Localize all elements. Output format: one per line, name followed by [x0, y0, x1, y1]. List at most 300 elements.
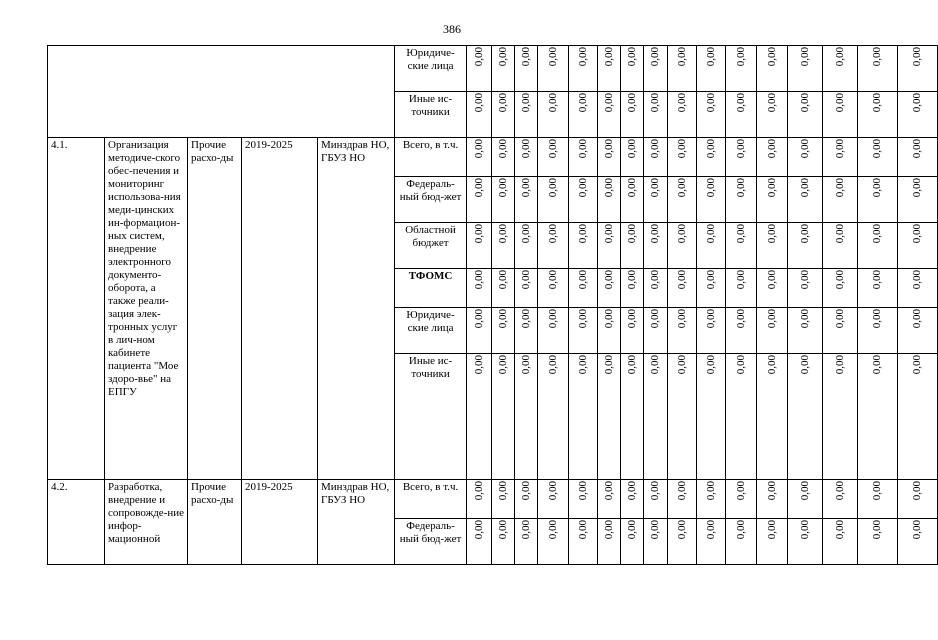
- value-text: 0,00: [871, 355, 884, 375]
- source-cell: Всего, в т.ч.: [395, 138, 467, 177]
- period: 2019-2025: [242, 480, 318, 565]
- value-cell: [492, 223, 515, 269]
- value-cell: [621, 46, 644, 92]
- value-cell: [668, 138, 697, 177]
- value-text: 0,00: [675, 270, 688, 290]
- expense-type: Прочие расхо-ды: [188, 480, 242, 565]
- value-cell: [757, 177, 788, 223]
- value-text: 0,00: [576, 309, 589, 329]
- value-text: 0,00: [871, 270, 884, 290]
- value-text: 0,00: [911, 47, 924, 67]
- value-cell: [621, 177, 644, 223]
- value-text: 0,00: [472, 224, 485, 244]
- value-cell: [644, 480, 668, 519]
- value-cell: [858, 354, 898, 480]
- value-text: 0,00: [798, 224, 811, 244]
- value-cell: [788, 354, 823, 480]
- value-text: 0,00: [576, 270, 589, 290]
- value-text: 0,00: [765, 520, 778, 540]
- value-text: 0,00: [625, 139, 638, 159]
- value-text: 0,00: [602, 178, 615, 198]
- value-cell: [726, 92, 757, 138]
- value-cell: [492, 308, 515, 354]
- value-cell: [598, 46, 621, 92]
- value-text: 0,00: [496, 224, 509, 244]
- value-cell: [788, 308, 823, 354]
- value-text: 0,00: [546, 93, 559, 113]
- value-text: 0,00: [576, 355, 589, 375]
- value-cell: [823, 519, 858, 565]
- value-text: 0,00: [649, 481, 662, 501]
- value-text: 0,00: [833, 481, 846, 501]
- value-text: 0,00: [519, 139, 532, 159]
- value-text: 0,00: [625, 270, 638, 290]
- value-text: 0,00: [602, 47, 615, 67]
- value-text: 0,00: [625, 520, 638, 540]
- value-text: 0,00: [496, 47, 509, 67]
- value-cell: [726, 354, 757, 480]
- value-text: 0,00: [602, 270, 615, 290]
- value-text: 0,00: [649, 47, 662, 67]
- value-cell: [467, 92, 492, 138]
- value-cell: [726, 269, 757, 308]
- value-text: 0,00: [765, 47, 778, 67]
- value-cell: [515, 177, 538, 223]
- value-cell: [858, 177, 898, 223]
- table-row: [48, 46, 938, 92]
- value-cell: [569, 354, 598, 480]
- value-cell: [644, 519, 668, 565]
- value-cell: [515, 269, 538, 308]
- value-text: 0,00: [765, 355, 778, 375]
- value-cell: [644, 269, 668, 308]
- value-cell: [598, 354, 621, 480]
- value-cell: [598, 519, 621, 565]
- value-text: 0,00: [625, 47, 638, 67]
- value-cell: [538, 269, 569, 308]
- value-cell: [515, 46, 538, 92]
- value-text: 0,00: [519, 178, 532, 198]
- value-cell: [492, 269, 515, 308]
- value-text: 0,00: [734, 47, 747, 67]
- executor: Минздрав НО, ГБУЗ НО: [318, 138, 395, 480]
- value-cell: [467, 177, 492, 223]
- value-cell: [697, 46, 726, 92]
- value-text: 0,00: [675, 309, 688, 329]
- value-text: 0,00: [798, 270, 811, 290]
- value-cell: [668, 269, 697, 308]
- value-text: 0,00: [871, 47, 884, 67]
- value-cell: [697, 92, 726, 138]
- value-text: 0,00: [798, 520, 811, 540]
- value-text: 0,00: [576, 481, 589, 501]
- value-text: 0,00: [546, 520, 559, 540]
- value-cell: [538, 138, 569, 177]
- value-cell: [788, 480, 823, 519]
- value-cell: [515, 308, 538, 354]
- source-cell: Юридиче-ские лица: [395, 308, 467, 354]
- value-cell: [757, 269, 788, 308]
- value-text: 0,00: [472, 47, 485, 67]
- value-cell: [757, 138, 788, 177]
- value-text: 0,00: [602, 355, 615, 375]
- value-text: 0,00: [546, 178, 559, 198]
- value-cell: [757, 354, 788, 480]
- value-text: 0,00: [911, 355, 924, 375]
- source-cell: Федераль-ный бюд-жет: [395, 177, 467, 223]
- value-cell: [569, 223, 598, 269]
- value-text: 0,00: [472, 93, 485, 113]
- value-text: 0,00: [649, 520, 662, 540]
- item-name: Организация методиче-ского обес-печения и мониторинг использова-ния меди-цинских ин-формацион-ных систем, внедрение электронного документо-оборота, а также реали-зация элек-тронных услуг в лич-ном кабинете пациента "Мое здоро-вье" на ЕПГУ: [105, 138, 188, 480]
- value-text: 0,00: [704, 355, 717, 375]
- value-cell: [726, 308, 757, 354]
- value-cell: [515, 92, 538, 138]
- value-text: 0,00: [519, 520, 532, 540]
- value-text: 0,00: [496, 178, 509, 198]
- item-name: Разработка, внедрение и сопровожде-ние инфор-мационной: [105, 480, 188, 565]
- value-text: 0,00: [602, 139, 615, 159]
- value-cell: [823, 223, 858, 269]
- value-text: 0,00: [911, 309, 924, 329]
- value-cell: [621, 519, 644, 565]
- value-cell: [757, 46, 788, 92]
- value-text: 0,00: [576, 93, 589, 113]
- value-cell: [823, 269, 858, 308]
- value-cell: [788, 519, 823, 565]
- value-text: 0,00: [871, 481, 884, 501]
- value-text: 0,00: [871, 178, 884, 198]
- value-cell: [668, 480, 697, 519]
- value-cell: [668, 519, 697, 565]
- value-cell: [898, 223, 938, 269]
- value-cell: [898, 46, 938, 92]
- value-cell: [697, 519, 726, 565]
- value-cell: [598, 223, 621, 269]
- value-cell: [538, 92, 569, 138]
- value-cell: [621, 223, 644, 269]
- value-cell: [788, 223, 823, 269]
- value-text: 0,00: [675, 93, 688, 113]
- value-cell: [538, 223, 569, 269]
- value-cell: [538, 354, 569, 480]
- value-text: 0,00: [734, 481, 747, 501]
- source-cell: ТФОМС: [395, 269, 467, 308]
- value-text: 0,00: [602, 481, 615, 501]
- value-text: 0,00: [911, 178, 924, 198]
- value-cell: [467, 138, 492, 177]
- value-cell: [823, 46, 858, 92]
- value-cell: [898, 519, 938, 565]
- empty-cell: [48, 46, 395, 138]
- value-cell: [668, 223, 697, 269]
- value-cell: [757, 308, 788, 354]
- value-text: 0,00: [704, 309, 717, 329]
- value-cell: [858, 223, 898, 269]
- value-text: 0,00: [496, 139, 509, 159]
- value-cell: [598, 177, 621, 223]
- value-cell: [621, 269, 644, 308]
- item-number: 4.1.: [48, 138, 105, 480]
- value-text: 0,00: [576, 139, 589, 159]
- value-text: 0,00: [576, 224, 589, 244]
- source-cell: Федераль-ный бюд-жет: [395, 519, 467, 565]
- value-text: 0,00: [833, 139, 846, 159]
- value-cell: [668, 177, 697, 223]
- value-cell: [569, 92, 598, 138]
- value-cell: [598, 308, 621, 354]
- value-text: 0,00: [765, 224, 778, 244]
- value-cell: [726, 480, 757, 519]
- value-text: 0,00: [704, 93, 717, 113]
- value-cell: [492, 138, 515, 177]
- value-cell: [492, 354, 515, 480]
- value-text: 0,00: [496, 520, 509, 540]
- value-cell: [823, 92, 858, 138]
- value-text: 0,00: [704, 270, 717, 290]
- value-text: 0,00: [496, 93, 509, 113]
- value-text: 0,00: [798, 93, 811, 113]
- value-text: 0,00: [602, 520, 615, 540]
- period: 2019-2025: [242, 138, 318, 480]
- value-cell: [515, 138, 538, 177]
- value-cell: [569, 480, 598, 519]
- value-cell: [598, 138, 621, 177]
- value-text: 0,00: [675, 139, 688, 159]
- value-text: 0,00: [734, 309, 747, 329]
- value-text: 0,00: [602, 224, 615, 244]
- value-cell: [492, 46, 515, 92]
- value-text: 0,00: [704, 47, 717, 67]
- value-cell: [697, 308, 726, 354]
- value-cell: [726, 46, 757, 92]
- value-cell: [515, 223, 538, 269]
- value-cell: [467, 46, 492, 92]
- value-text: 0,00: [472, 270, 485, 290]
- value-text: 0,00: [576, 520, 589, 540]
- value-cell: [569, 308, 598, 354]
- value-text: 0,00: [765, 178, 778, 198]
- value-text: 0,00: [704, 139, 717, 159]
- value-cell: [621, 138, 644, 177]
- value-cell: [858, 308, 898, 354]
- value-cell: [898, 138, 938, 177]
- value-text: 0,00: [519, 481, 532, 501]
- value-cell: [644, 92, 668, 138]
- value-text: 0,00: [734, 270, 747, 290]
- value-text: 0,00: [602, 309, 615, 329]
- value-cell: [538, 480, 569, 519]
- value-cell: [898, 480, 938, 519]
- value-cell: [726, 519, 757, 565]
- value-text: 0,00: [675, 520, 688, 540]
- value-cell: [823, 354, 858, 480]
- value-cell: [644, 46, 668, 92]
- item-number: 4.2.: [48, 480, 105, 565]
- value-cell: [515, 480, 538, 519]
- budget-table-body: [48, 46, 938, 565]
- value-cell: [569, 177, 598, 223]
- value-text: 0,00: [519, 47, 532, 67]
- value-cell: [726, 223, 757, 269]
- value-cell: [668, 308, 697, 354]
- value-cell: [569, 138, 598, 177]
- value-text: 0,00: [625, 355, 638, 375]
- value-cell: [788, 269, 823, 308]
- value-text: 0,00: [833, 355, 846, 375]
- value-cell: [697, 269, 726, 308]
- value-cell: [644, 223, 668, 269]
- value-text: 0,00: [798, 139, 811, 159]
- value-cell: [898, 269, 938, 308]
- value-cell: [697, 480, 726, 519]
- value-cell: [492, 480, 515, 519]
- value-text: 0,00: [734, 224, 747, 244]
- value-text: 0,00: [871, 139, 884, 159]
- value-cell: [492, 177, 515, 223]
- value-text: 0,00: [472, 309, 485, 329]
- value-text: 0,00: [649, 139, 662, 159]
- value-cell: [492, 519, 515, 565]
- value-text: 0,00: [496, 309, 509, 329]
- value-cell: [788, 177, 823, 223]
- value-cell: [467, 269, 492, 308]
- value-cell: [726, 138, 757, 177]
- value-text: 0,00: [625, 224, 638, 244]
- value-cell: [467, 519, 492, 565]
- value-cell: [569, 519, 598, 565]
- value-text: 0,00: [765, 93, 778, 113]
- value-text: 0,00: [625, 481, 638, 501]
- value-cell: [757, 92, 788, 138]
- page-number: 386: [443, 22, 461, 36]
- value-text: 0,00: [519, 270, 532, 290]
- value-cell: [621, 480, 644, 519]
- value-text: 0,00: [911, 224, 924, 244]
- value-cell: [569, 46, 598, 92]
- value-text: 0,00: [833, 520, 846, 540]
- value-text: 0,00: [734, 355, 747, 375]
- value-cell: [621, 308, 644, 354]
- value-cell: [697, 138, 726, 177]
- value-text: 0,00: [704, 178, 717, 198]
- value-cell: [621, 92, 644, 138]
- value-text: 0,00: [734, 520, 747, 540]
- value-cell: [823, 138, 858, 177]
- value-cell: [757, 223, 788, 269]
- value-cell: [697, 354, 726, 480]
- value-text: 0,00: [734, 93, 747, 113]
- value-text: 0,00: [871, 224, 884, 244]
- value-cell: [569, 269, 598, 308]
- value-cell: [644, 138, 668, 177]
- value-cell: [598, 92, 621, 138]
- value-text: 0,00: [519, 355, 532, 375]
- value-text: 0,00: [675, 355, 688, 375]
- value-cell: [823, 308, 858, 354]
- value-text: 0,00: [765, 309, 778, 329]
- value-text: 0,00: [546, 481, 559, 501]
- value-text: 0,00: [765, 481, 778, 501]
- value-text: 0,00: [734, 178, 747, 198]
- value-text: 0,00: [625, 309, 638, 329]
- value-text: 0,00: [675, 47, 688, 67]
- value-cell: [467, 223, 492, 269]
- value-text: 0,00: [472, 520, 485, 540]
- value-cell: [898, 354, 938, 480]
- value-text: 0,00: [546, 224, 559, 244]
- value-cell: [823, 480, 858, 519]
- value-text: 0,00: [576, 47, 589, 67]
- value-cell: [858, 138, 898, 177]
- value-text: 0,00: [649, 355, 662, 375]
- value-cell: [898, 92, 938, 138]
- value-cell: [598, 480, 621, 519]
- value-text: 0,00: [833, 178, 846, 198]
- value-text: 0,00: [833, 93, 846, 113]
- value-cell: [644, 354, 668, 480]
- value-text: 0,00: [675, 481, 688, 501]
- table-row: [48, 480, 938, 519]
- value-cell: [538, 177, 569, 223]
- value-cell: [621, 354, 644, 480]
- value-text: 0,00: [871, 93, 884, 113]
- value-cell: [858, 519, 898, 565]
- value-cell: [668, 92, 697, 138]
- value-text: 0,00: [833, 47, 846, 67]
- source-cell: Иные ис-точники: [395, 354, 467, 480]
- value-cell: [598, 269, 621, 308]
- value-text: 0,00: [798, 47, 811, 67]
- value-text: 0,00: [833, 309, 846, 329]
- value-text: 0,00: [675, 224, 688, 244]
- value-text: 0,00: [911, 139, 924, 159]
- value-text: 0,00: [472, 355, 485, 375]
- value-text: 0,00: [704, 481, 717, 501]
- value-cell: [644, 308, 668, 354]
- value-text: 0,00: [602, 93, 615, 113]
- value-text: 0,00: [911, 270, 924, 290]
- value-cell: [823, 177, 858, 223]
- value-text: 0,00: [704, 224, 717, 244]
- value-text: 0,00: [911, 93, 924, 113]
- value-text: 0,00: [519, 309, 532, 329]
- value-text: 0,00: [472, 481, 485, 501]
- value-cell: [898, 177, 938, 223]
- value-cell: [788, 92, 823, 138]
- value-cell: [467, 480, 492, 519]
- value-text: 0,00: [519, 93, 532, 113]
- value-text: 0,00: [649, 93, 662, 113]
- value-text: 0,00: [519, 224, 532, 244]
- value-cell: [898, 308, 938, 354]
- value-text: 0,00: [734, 139, 747, 159]
- value-text: 0,00: [546, 309, 559, 329]
- value-text: 0,00: [546, 139, 559, 159]
- value-text: 0,00: [765, 270, 778, 290]
- value-cell: [467, 354, 492, 480]
- value-cell: [644, 177, 668, 223]
- value-cell: [515, 519, 538, 565]
- value-text: 0,00: [704, 520, 717, 540]
- value-text: 0,00: [833, 270, 846, 290]
- value-text: 0,00: [649, 224, 662, 244]
- value-cell: [538, 519, 569, 565]
- value-cell: [668, 354, 697, 480]
- value-cell: [538, 308, 569, 354]
- source-cell: Областной бюджет: [395, 223, 467, 269]
- table-row: [48, 138, 938, 177]
